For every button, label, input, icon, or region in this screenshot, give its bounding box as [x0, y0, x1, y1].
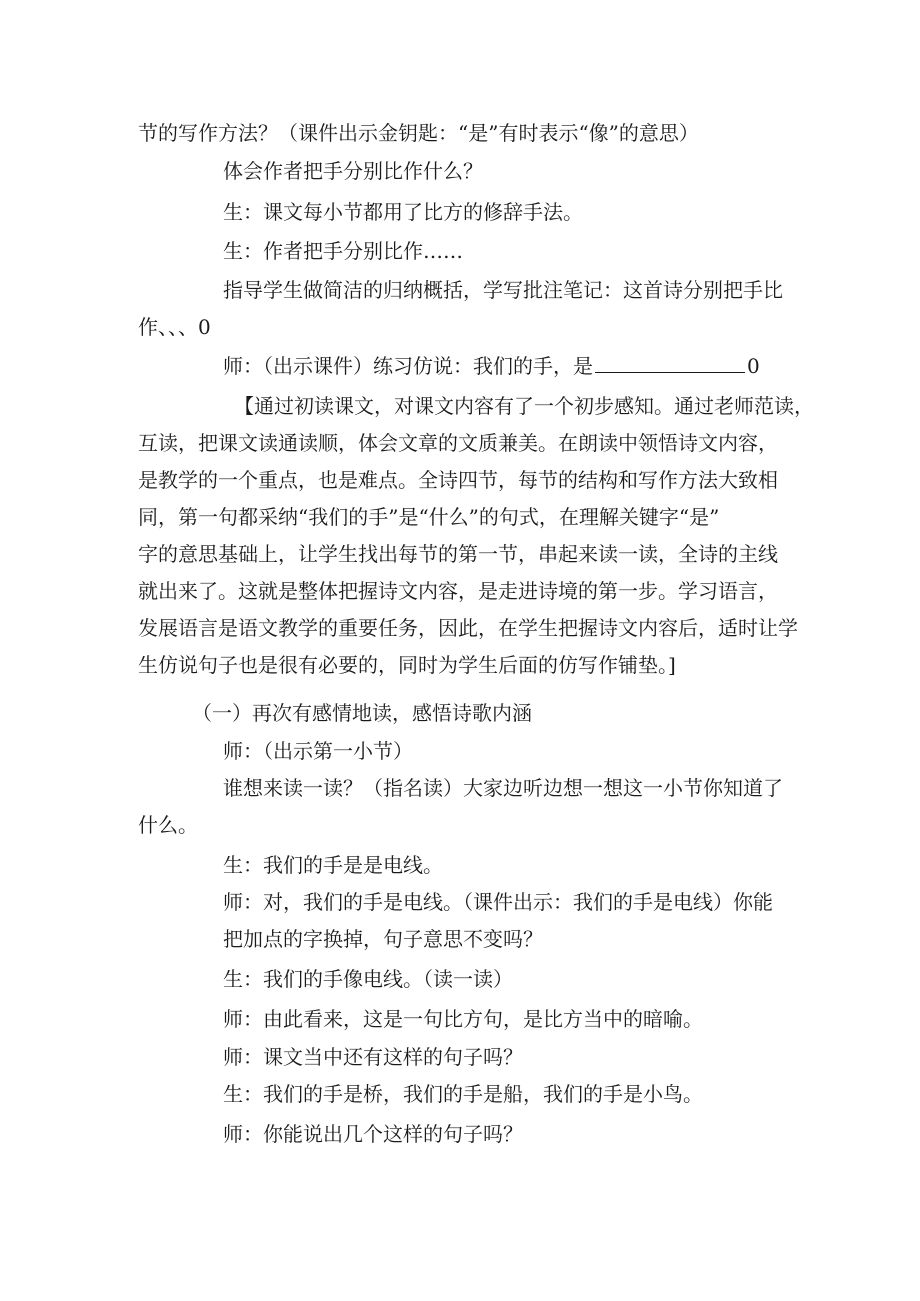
text-line: 发展语言是语文教学的重要任务，因此，在学生把握诗文内容后，适时让学 [138, 616, 798, 640]
text-line: 谁想来读一读？（指名读）大家边听边想一想这一小节你知道了 [223, 776, 783, 800]
text-line: 生：我们的手是桥，我们的手是船，我们的手是小鸟。 [223, 1082, 703, 1106]
fill-in-blank [595, 354, 745, 373]
text-line: 指导学生做简洁的归纳概括，学写批注笔记：这首诗分别把手比 [223, 278, 783, 302]
text-line: 把加点的字换掉，句子意思不变吗？ [223, 927, 543, 951]
text-line: 体会作者把手分别比作什么？ [223, 159, 483, 183]
text-line: 师：你能说出几个这样的句子吗？ [223, 1122, 523, 1146]
text-line: 就出来了。这就是整体把握诗文内容，是走进诗境的第一步。学习语言， [138, 579, 778, 603]
text-line: 师：课文当中还有这样的句子吗？ [223, 1045, 523, 1069]
text-line: 节的写作方法？（课件出示金钥匙：“是”有时表示“像”的意思） [138, 121, 699, 145]
text-line: 生仿说句子也是很有必要的，同时为学生后面的仿写作铺垫。] [138, 653, 676, 677]
text-line: 师：（出示第一小节） [223, 739, 413, 763]
text-line: 生：我们的手是是电线。 [223, 853, 443, 877]
text-line: 师：由此看来，这是一句比方句，是比方当中的暗喻。 [223, 1007, 703, 1031]
text-line: 同，第一句都采纳“我们的手”是“什么”的句式，在理解关键字“是” [138, 505, 720, 529]
text-line: 生：作者把手分别比作…… [223, 239, 463, 263]
exercise-end: 0 [747, 354, 760, 378]
text-line: 【通过初读课文，对课文内容有了一个初步感知。通过老师范读， [234, 394, 814, 418]
text-line: 字的意思基础上，让学生找出每节的第一节，串起来读一读，全诗的主线 [138, 542, 778, 566]
text-line: 生：课文每小节都用了比方的修辞手法。 [223, 200, 583, 224]
text-line: 生：我们的手像电线。（读一读） [223, 967, 513, 991]
exercise-line [223, 353, 760, 379]
text-line: 是教学的一个重点，也是难点。全诗四节，每节的结构和写作方法大致相 [138, 468, 778, 492]
section-heading: （一）再次有感情地读，感悟诗歌内涵 [192, 701, 532, 725]
text-line: 师：对，我们的手是电线。（课件出示：我们的手是电线）你能 [223, 890, 773, 914]
text-line: 什么。 [138, 813, 198, 837]
text-line: 作、、、0 [138, 315, 211, 339]
text-line: 互读，把课文读通读顺，体会文章的文质兼美。在朗读中领悟诗文内容， [138, 431, 778, 455]
exercise-prompt: 师：（出示课件）练习仿说：我们的手，是 [223, 354, 593, 378]
